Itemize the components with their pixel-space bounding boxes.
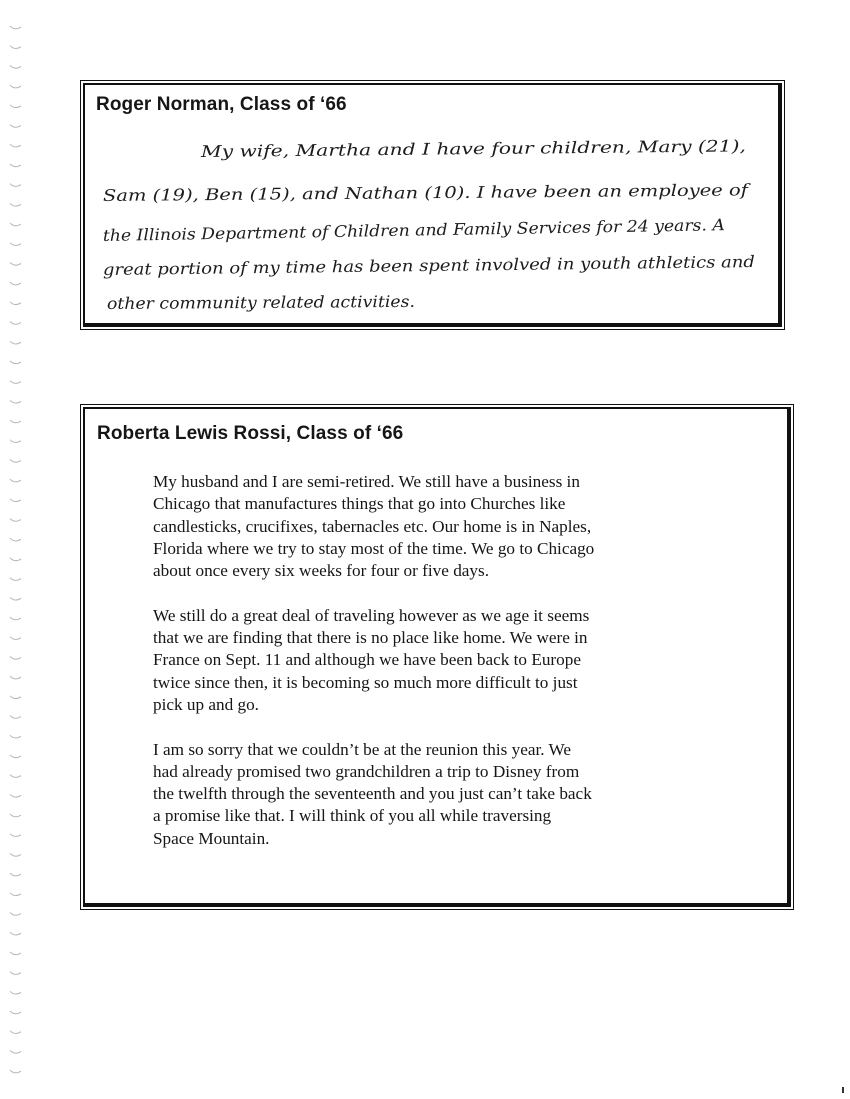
text-line: pick up and go. [153, 694, 259, 714]
binding-hole-mark [10, 499, 21, 502]
binding-hole-mark [10, 144, 21, 147]
entry-box-inner-frame [83, 83, 782, 327]
paragraph [153, 471, 673, 582]
binding-hole-mark [10, 696, 21, 699]
text-line: a promise like that. I will think of you all while traversing [153, 806, 552, 826]
binding-hole-mark [10, 656, 21, 659]
text-line: Florida where we try to stay most of the time. We go to Chicago [153, 538, 595, 558]
binding-hole-mark [10, 85, 21, 88]
handwritten-line: the Illinois Department of Children and Family Services for 24 years. A [102, 215, 681, 245]
binding-hole-mark [10, 420, 21, 423]
binding-hole-mark [10, 716, 21, 719]
binding-hole-mark [10, 873, 21, 876]
binding-hole-mark [10, 1070, 21, 1073]
paragraph [153, 739, 673, 850]
entry-box-roberta-lewis-rossi [80, 404, 794, 910]
binding-hole-mark [10, 361, 21, 364]
spiral-binding-holes [2, 22, 28, 1092]
entry-box-roger-norman [80, 80, 785, 330]
binding-hole-mark [10, 932, 21, 935]
binding-hole-mark [10, 223, 21, 226]
binding-hole-mark [10, 597, 21, 600]
binding-hole-mark [10, 243, 21, 246]
paragraph [153, 605, 673, 716]
binding-hole-mark [10, 538, 21, 541]
binding-hole-mark [10, 853, 21, 856]
binding-hole-mark [10, 322, 21, 325]
binding-hole-mark [10, 341, 21, 344]
entry-box-inner-frame [83, 407, 791, 907]
binding-hole-mark [10, 814, 21, 817]
text-line: about once every six weeks for four or five days. [153, 561, 489, 581]
binding-hole-mark [10, 400, 21, 403]
text-line: the twelfth through the seventeenth and you just can’t take back [153, 784, 592, 804]
binding-hole-mark [10, 755, 21, 758]
binding-hole-mark [10, 381, 21, 384]
entry-heading: Roger Norman, Class of ‘66 [96, 94, 347, 115]
typed-letter-body [153, 471, 673, 872]
handwritten-line: other community related activities. [106, 292, 393, 313]
binding-hole-mark [10, 991, 21, 994]
binding-hole-mark [10, 184, 21, 187]
binding-hole-mark [10, 519, 21, 522]
text-line: Chicago that manufactures things that go into Churches like [153, 494, 566, 514]
binding-hole-mark [10, 972, 21, 975]
binding-hole-mark [10, 105, 21, 108]
binding-hole-mark [10, 262, 21, 265]
text-line: France on Sept. 11 and although we have been back to Europe [153, 650, 581, 670]
binding-hole-mark [10, 164, 21, 167]
binding-hole-mark [10, 893, 21, 896]
binding-hole-mark [10, 1011, 21, 1014]
binding-hole-mark [10, 459, 21, 462]
binding-hole-mark [10, 302, 21, 305]
binding-hole-mark [10, 65, 21, 68]
binding-hole-mark [10, 26, 21, 29]
binding-hole-mark [10, 1050, 21, 1053]
text-line: that we are finding that there is no place like home. We were in [153, 628, 588, 648]
binding-hole-mark [10, 46, 21, 49]
binding-hole-mark [10, 1031, 21, 1034]
entry-heading: Roberta Lewis Rossi, Class of ‘66 [97, 423, 404, 444]
binding-hole-mark [10, 637, 21, 640]
binding-hole-mark [10, 775, 21, 778]
binding-hole-mark [10, 558, 21, 561]
binding-hole-mark [10, 617, 21, 620]
binding-hole-mark [10, 125, 21, 128]
binding-hole-mark [10, 440, 21, 443]
text-line: My husband and I are semi-retired. We still have a business in [153, 472, 580, 491]
handwritten-note [101, 129, 771, 319]
binding-hole-mark [10, 282, 21, 285]
text-line: candlesticks, crucifixes, tabernacles etc. Our home is in Naples, [153, 516, 592, 536]
binding-hole-mark [10, 479, 21, 482]
binding-hole-mark [10, 952, 21, 955]
text-line: twice since then, it is becoming so much more difficult to just [153, 672, 578, 692]
scan-mark [842, 1087, 844, 1093]
binding-hole-mark [10, 913, 21, 916]
text-line: I am so sorry that we couldn’t be at the reunion this year. We [153, 739, 572, 759]
binding-hole-mark [10, 203, 21, 206]
handwritten-line: Sam (19), Ben (15), and Nathan (10). I have been an employee of [102, 181, 633, 205]
text-line: had already promised two grandchildren a trip to Disney from [153, 761, 580, 781]
binding-hole-mark [10, 834, 21, 837]
binding-hole-mark [10, 735, 21, 738]
handwritten-line: great portion of my time has been spent involved in youth athletics and [102, 252, 684, 279]
text-line: We still do a great deal of traveling however as we age it seems [153, 605, 590, 625]
binding-hole-mark [10, 676, 21, 679]
binding-hole-mark [10, 578, 21, 581]
text-line: Space Mountain. [153, 828, 270, 848]
handwritten-line: My wife, Martha and I have four children, Mary (21), [200, 137, 633, 161]
binding-hole-mark [10, 794, 21, 797]
